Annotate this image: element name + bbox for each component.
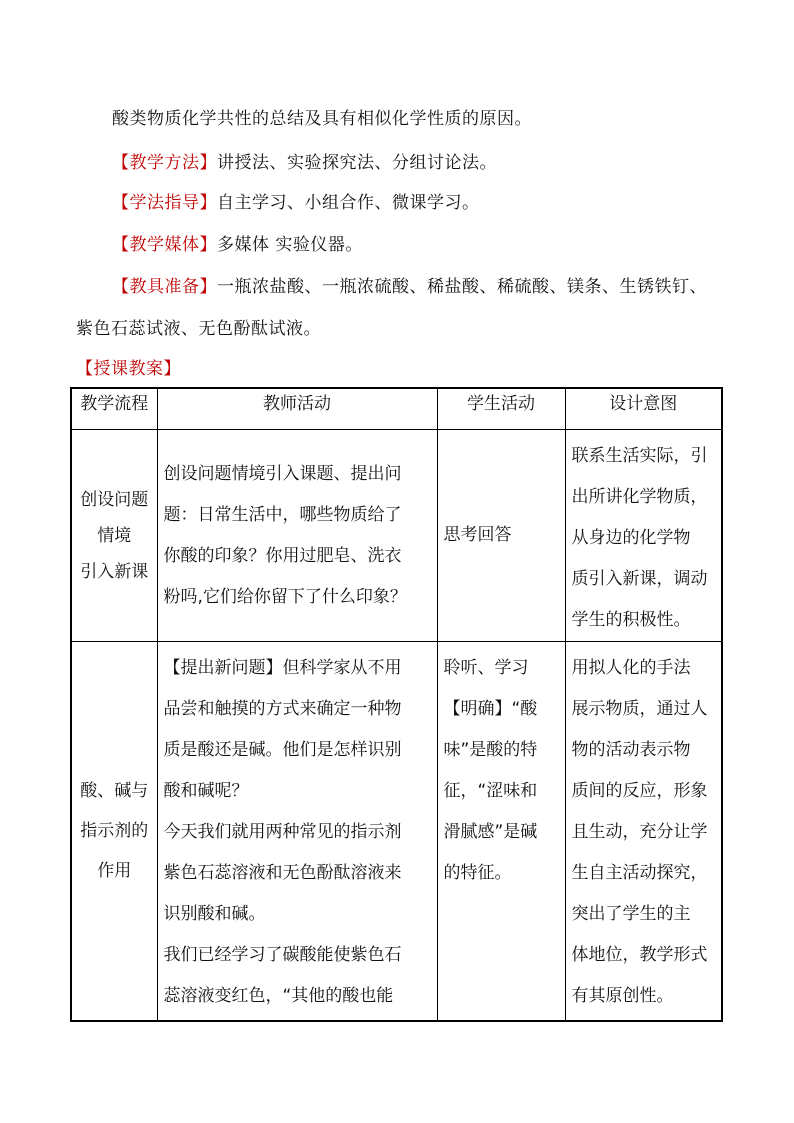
row1-teacher-line: 题：日常生活中，哪些物质给了 xyxy=(163,504,402,525)
table-header-row xyxy=(71,388,722,430)
row1-design-line: 出所讲化学物质， xyxy=(571,487,708,507)
table-row xyxy=(71,642,722,1022)
row2-student-line: 征，“涩味和 xyxy=(443,781,538,801)
header-student: 学生活动 xyxy=(437,388,565,430)
row1-design-line: 从身边的化学物 xyxy=(571,528,691,548)
row2-design-line: 展示物质，通过人 xyxy=(571,699,708,719)
row2-student-line: 滑腻感”是碱 xyxy=(443,822,538,842)
row2-teacher-line: 【提出新问题】但科学家从不用 xyxy=(163,658,402,678)
row1-teacher-line: 创设问题情境引入课题、提出问 xyxy=(163,463,402,484)
row2-design-line: 体地位，教学形式 xyxy=(571,945,708,965)
study-guide-tag: 【学法指导】 xyxy=(112,193,217,213)
row2-teacher-line: 品尝和触摸的方式来确定一种物 xyxy=(163,699,402,719)
teaching-media-paragraph xyxy=(112,230,363,255)
study-guide-paragraph xyxy=(112,188,480,213)
row2-design-line: 质间的反应，形象 xyxy=(571,781,708,801)
row2-design-line: 突出了学生的主 xyxy=(571,904,691,924)
row2-design-line: 生自主活动探究， xyxy=(571,863,708,883)
header-flow: 教学流程 xyxy=(71,388,157,430)
row2-teacher-line: 质是酸还是碱。他们是怎样识别 xyxy=(163,740,402,760)
row2-student-line: 聆听、学习 xyxy=(443,658,529,678)
row2-flow-cell xyxy=(71,642,157,1022)
row1-teacher-line: 粉吗,它们给你留下了什么印象？ xyxy=(163,586,407,607)
row2-student-line: 【明确】“酸 xyxy=(443,699,538,719)
teaching-tools-text-line1: 一瓶浓盐酸、一瓶浓硫酸、稀盐酸、稀硫酸、镁条、生锈铁钉、 xyxy=(217,277,707,297)
row2-teacher-cell xyxy=(157,642,437,1022)
row1-flow-line: 引入新课 xyxy=(80,561,149,582)
row2-student-line: 味”是酸的特 xyxy=(443,740,538,760)
header-design: 设计意图 xyxy=(565,388,722,430)
row2-design-line: 且生动，充分让学 xyxy=(571,822,708,842)
row2-flow-line: 指示剂的 xyxy=(80,821,149,841)
teaching-method-tag: 【教学方法】 xyxy=(112,153,217,173)
row2-design-line: 物的活动表示物 xyxy=(571,740,691,760)
row1-design-cell xyxy=(565,430,722,642)
teaching-method-paragraph xyxy=(112,148,497,173)
table-row xyxy=(71,430,722,642)
row1-teacher-line: 你酸的印象？你用过肥皂、洗衣 xyxy=(163,545,402,566)
teaching-tools-text-line2: 紫色石蕊试液、无色酚酞试液。 xyxy=(76,319,321,339)
lesson-plan-table xyxy=(70,387,723,1022)
row2-design-line: 用拟人化的手法 xyxy=(571,658,691,678)
row1-student-cell xyxy=(437,430,565,642)
teaching-media-tag: 【教学媒体】 xyxy=(112,235,217,255)
row2-design-line: 有其原创性。 xyxy=(571,986,674,1006)
row2-teacher-line: 识别酸和碱。 xyxy=(163,904,266,924)
row2-teacher-line: 我们已经学习了碳酸能使紫色石 xyxy=(163,945,402,965)
header-teacher: 教师活动 xyxy=(157,388,437,430)
row2-flow-line: 酸、碱与 xyxy=(80,781,149,801)
row2-student-cell xyxy=(437,642,565,1022)
teaching-tools-tag: 【教具准备】 xyxy=(112,277,217,297)
row1-design-line: 联系生活实际，引 xyxy=(571,446,708,466)
row1-student-line: 思考回答 xyxy=(443,525,512,545)
teaching-tools-paragraph xyxy=(112,272,707,297)
row1-flow-line: 创设问题 xyxy=(80,489,149,510)
row2-flow-line: 作用 xyxy=(97,861,132,881)
row2-teacher-line: 紫色石蕊溶液和无色酚酞溶液来 xyxy=(163,863,402,883)
teaching-media-text: 多媒体 实验仪器。 xyxy=(217,235,363,255)
row2-teacher-line: 今天我们就用两种常见的指示剂 xyxy=(163,822,402,842)
study-guide-text: 自主学习、小组合作、微课学习。 xyxy=(217,193,480,213)
row2-student-line: 的特征。 xyxy=(443,863,512,883)
row1-design-line: 质引入新课，调动 xyxy=(571,569,708,589)
row2-teacher-line: 酸和碱呢？ xyxy=(163,781,249,801)
lesson-plan-title: 【授课教案】 xyxy=(76,359,181,379)
row1-teacher-cell xyxy=(157,430,437,642)
row1-flow-line: 情境 xyxy=(97,525,132,546)
row2-teacher-line: 蕊溶液变红色，“其他的酸也能 xyxy=(163,986,394,1006)
row1-design-line: 学生的积极性。 xyxy=(571,610,691,630)
row2-design-cell xyxy=(565,642,722,1022)
intro-paragraph: 酸类物质化学共性的总结及具有相似化学性质的原因。 xyxy=(112,109,532,129)
row1-flow-cell xyxy=(71,430,157,642)
teaching-method-text: 讲授法、实验探究法、分组讨论法。 xyxy=(217,153,497,173)
